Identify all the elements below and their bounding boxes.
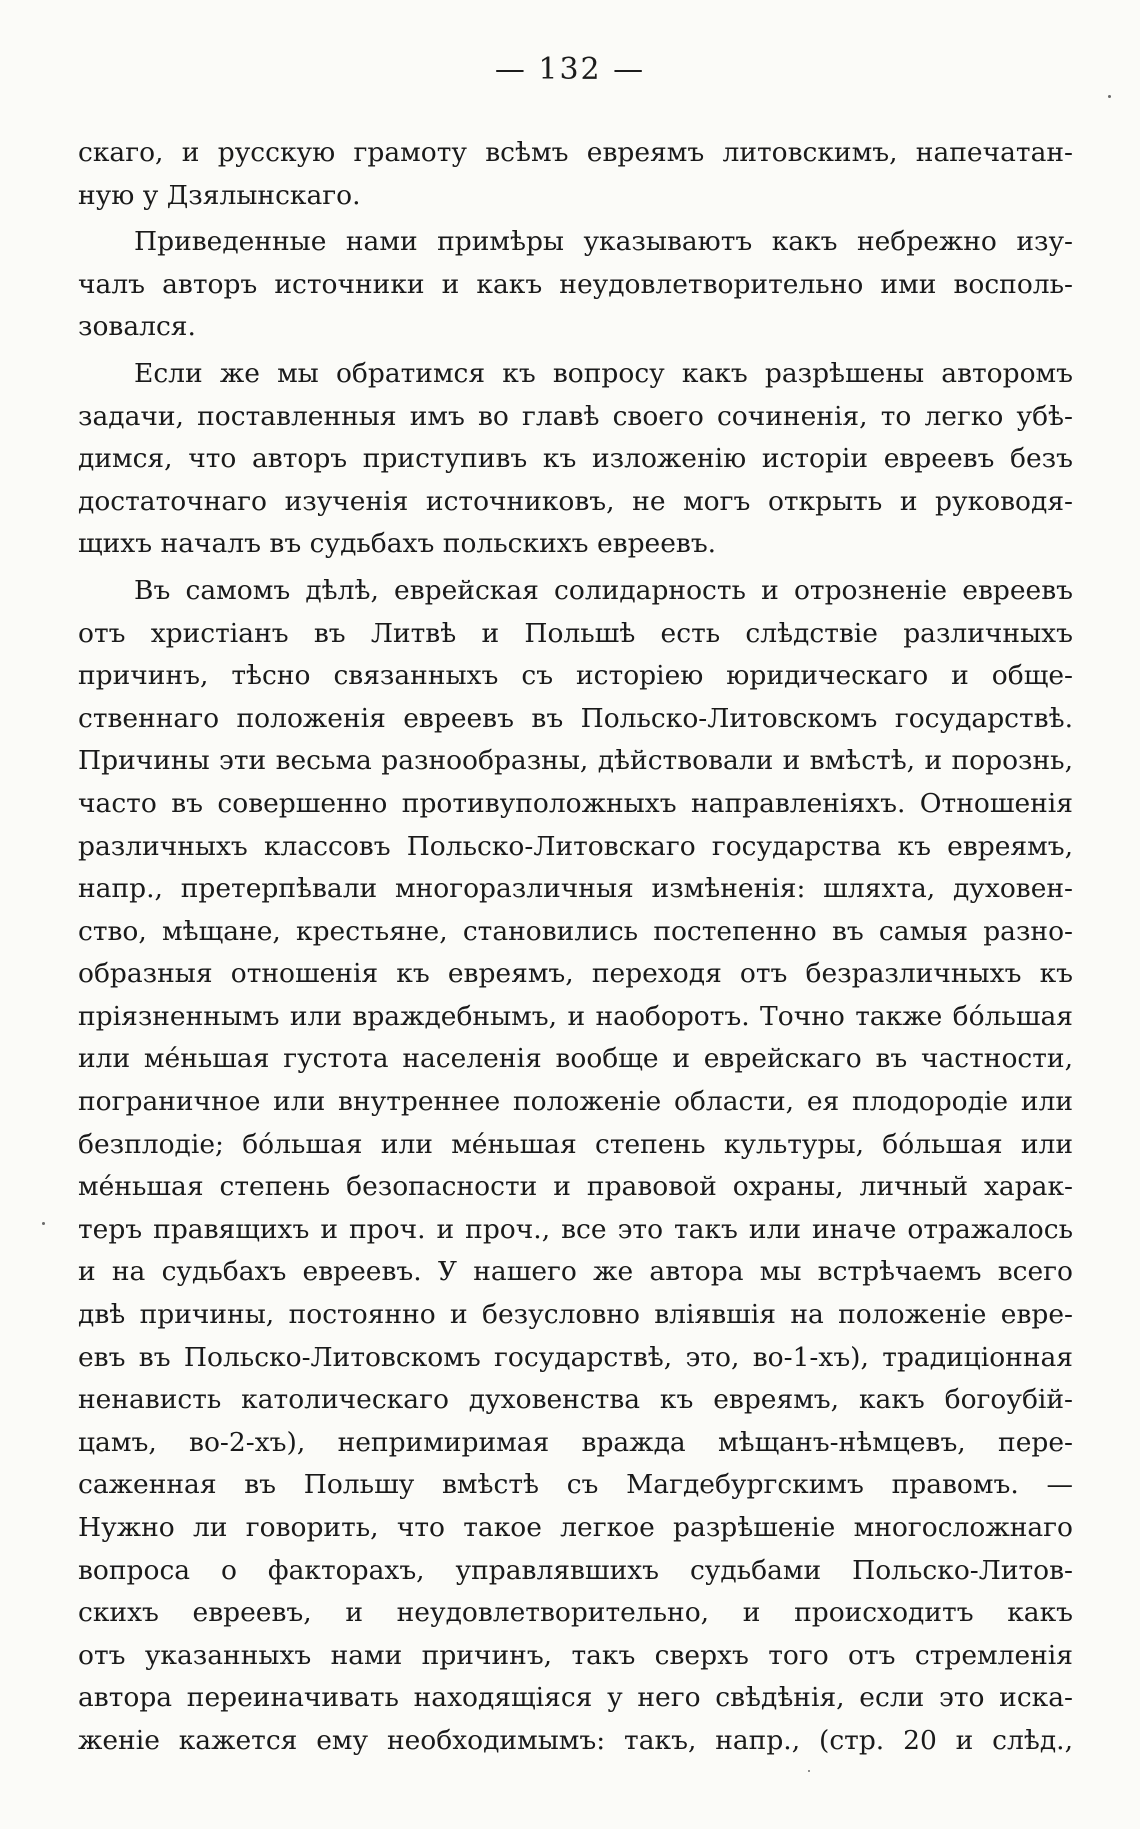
- text-line: мéньшая степень безопасности и правовой охраны, личный харак-: [78, 1171, 1073, 1203]
- text-line: цамъ, во-2-хъ), непримиримая вражда мѣщанъ-нѣмцевъ, пере-: [78, 1426, 1073, 1458]
- text-line: ственнаго положенія евреевъ въ Польско-Литовскомъ государствѣ.: [78, 702, 1073, 734]
- text-line: саженная въ Польшу вмѣстѣ съ Магдебургскимъ правомъ. —: [78, 1469, 1073, 1501]
- text-line: часто въ совершенно противуположныхъ направленіяхъ. Отношенія: [78, 787, 1073, 819]
- text-line: напр., претерпѣвали многоразличныя измѣненія: шляхта, духовен-: [78, 873, 1073, 905]
- text-line: Въ самомъ дѣлѣ, еврейская солидарность и отрозненіе евреевъ: [134, 574, 1073, 606]
- body-text: [78, 132, 1073, 1763]
- text-line: и на судьбахъ евреевъ. У нашего же автора мы встрѣчаемъ всего: [78, 1256, 1073, 1288]
- text-line: женіе кажется ему необходимымъ: такъ, напр., (стр. 20 и слѣд.,: [78, 1724, 1073, 1756]
- text-line: Нужно ли говорить, что такое легкое разрѣшеніе многосложнаго: [78, 1512, 1073, 1543]
- text-line: Если же мы обратимся къ вопросу какъ разрѣшены авторомъ: [134, 357, 1073, 389]
- text-line: ство, мѣщане, крестьяне, становились постепенно въ самыя разно-: [78, 915, 1073, 947]
- text-line: безплодіе; бóльшая или мéньшая степень культуры, бóльшая или: [78, 1128, 1073, 1160]
- text-line: пограничное или внутреннее положеніе области, ея плодородіе или: [78, 1086, 1073, 1118]
- page-number: — 132 —: [494, 52, 646, 87]
- text-line: различныхъ классовъ Польско-Литовскаго государства къ евреямъ,: [78, 830, 1073, 862]
- paper-speck: [1108, 95, 1111, 98]
- text-line: зовался.: [78, 311, 196, 343]
- text-line: двѣ причины, постоянно и безусловно вліявшія на положеніе евре-: [78, 1299, 1073, 1331]
- text-line: ненависть католическаго духовенства къ евреямъ, какъ богоубій-: [78, 1384, 1073, 1416]
- text-line: ную у Дзялынскаго.: [78, 179, 361, 211]
- text-line: щихъ началъ въ судьбахъ польскихъ евреевъ.: [78, 528, 717, 560]
- text-line: достаточнаго изученія источниковъ, не могъ открыть и руководя-: [78, 485, 1073, 517]
- text-line: скаго, и русскую грамоту всѣмъ евреямъ литовскимъ, напечатан-: [78, 137, 1073, 168]
- text-line: вопроса о факторахъ, управлявшихъ судьбами Польско-Литов-: [78, 1554, 1073, 1586]
- text-line: евъ въ Польско-Литовскомъ государствѣ, это, во-1-хъ), традиціонная: [78, 1341, 1073, 1373]
- text-line: отъ христіанъ въ Литвѣ и Польшѣ есть слѣдствіе различныхъ: [78, 617, 1073, 649]
- text-line: автора переиначивать находящіяся у него свѣдѣнія, если это иска-: [78, 1682, 1073, 1714]
- text-line: чалъ авторъ источники и какъ неудовлетворительно ими восполь-: [78, 268, 1073, 300]
- text-line: или мéньшая густота населенія вообще и еврейскаго въ частности,: [78, 1043, 1073, 1075]
- text-line: отъ указанныхъ нами причинъ, такъ сверхъ того отъ стремленія: [78, 1639, 1073, 1671]
- text-line: скихъ евреевъ, и неудовлетворительно, и происходитъ какъ: [78, 1597, 1073, 1629]
- text-line: причинъ, тѣсно связанныхъ съ исторіею юридическаго и обще-: [78, 660, 1073, 692]
- text-line: пріязненнымъ или враждебнымъ, и наоборотъ. Точно также бóльшая: [78, 1000, 1073, 1032]
- text-line: задачи, поставленныя имъ во главѣ своего сочиненія, то легко убѣ-: [78, 400, 1073, 432]
- text-line: Приведенные нами примѣры указываютъ какъ небрежно изу-: [134, 226, 1073, 258]
- text-line: Причины эти весьма разнообразны, дѣйствовали и вмѣстѣ, и порознь,: [78, 745, 1073, 777]
- text-line: образныя отношенія къ евреямъ, переходя отъ безразличныхъ къ: [78, 958, 1073, 990]
- text-line: димся, что авторъ приступивъ къ изложенію исторіи евреевъ безъ: [78, 443, 1073, 475]
- paper-speck: [42, 1222, 45, 1225]
- text-line: теръ правящихъ и проч. и проч., все это такъ или иначе отражалось: [78, 1213, 1073, 1245]
- paper-speck: [808, 1770, 810, 1772]
